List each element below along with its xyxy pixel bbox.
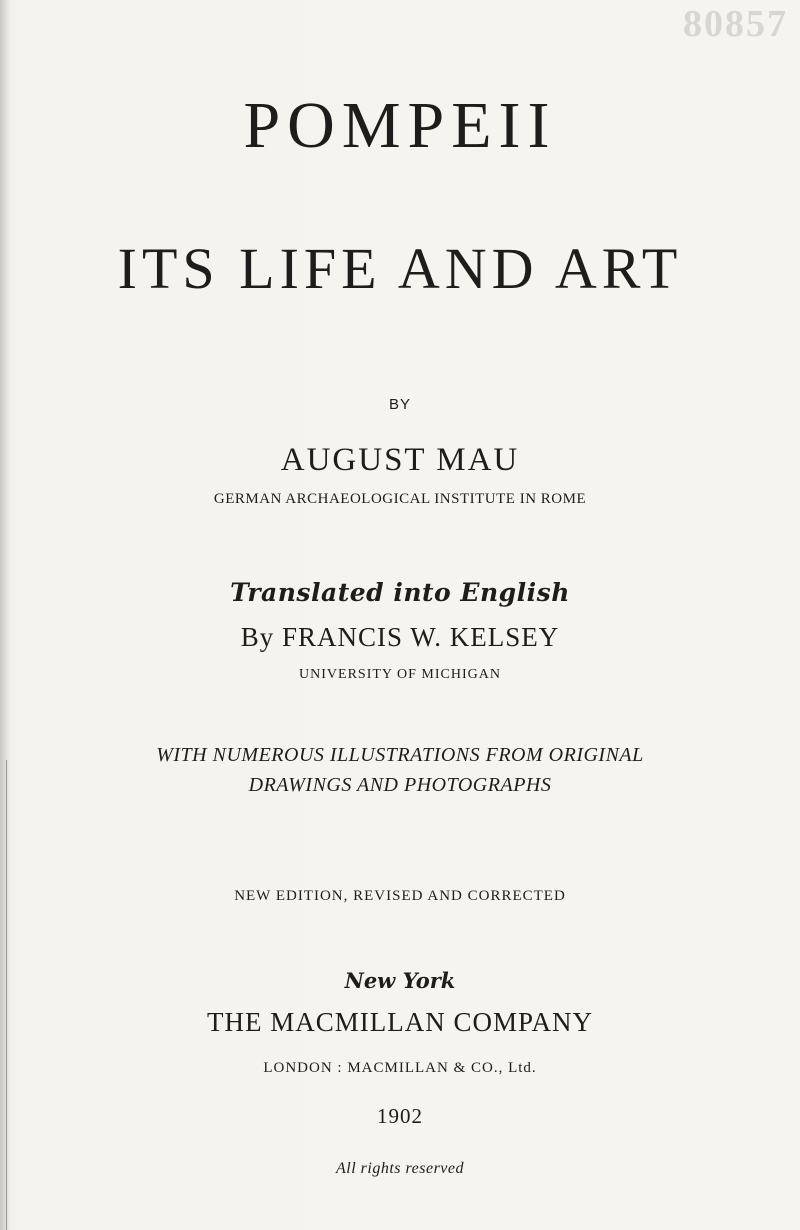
translated-label: Translated into English xyxy=(230,578,570,607)
publisher-city: New York xyxy=(344,968,456,993)
edition-note: NEW EDITION, REVISED AND CORRECTED xyxy=(234,888,566,904)
publication-year: 1902 xyxy=(377,1104,423,1128)
rights-notice: All rights reserved xyxy=(336,1160,464,1177)
author-affiliation: GERMAN ARCHAEOLOGICAL INSTITUTE IN ROME xyxy=(213,491,587,507)
author-name: AUGUST MAU xyxy=(280,442,520,478)
publisher-name: THE MACMILLAN COMPANY xyxy=(206,1007,594,1037)
page-edge-shadow xyxy=(0,0,10,1230)
book-subtitle: ITS LIFE AND ART xyxy=(117,236,683,301)
publisher-london: LONDON : MACMILLAN & CO., Ltd. xyxy=(263,1060,537,1076)
library-stamp-mark: 80857 xyxy=(683,3,788,45)
illustrations-note-line-1: WITH NUMEROUS ILLUSTRATIONS FROM ORIGINAL xyxy=(156,744,644,766)
illustrations-note-line-2: DRAWINGS AND PHOTOGRAPHS xyxy=(248,774,552,796)
translator-name: By FRANCIS W. KELSEY xyxy=(240,622,560,652)
by-label: BY xyxy=(388,396,411,413)
book-title: POMPEII xyxy=(243,89,557,162)
translator-affiliation: UNIVERSITY OF MICHIGAN xyxy=(299,667,501,682)
